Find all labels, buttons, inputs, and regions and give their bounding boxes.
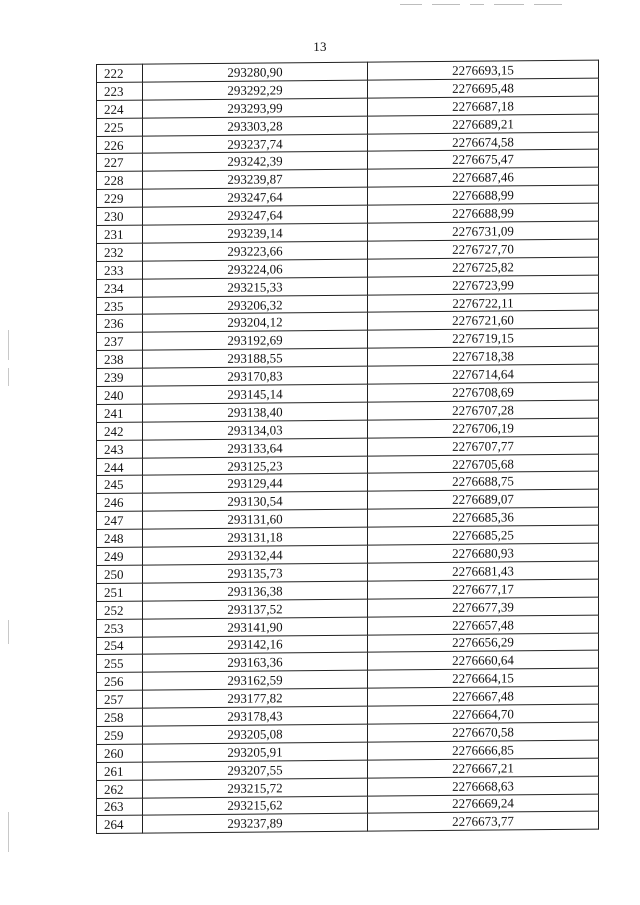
point-number-cell: 250 xyxy=(97,565,143,583)
y-coordinate-cell: 2276668,63 xyxy=(368,776,599,796)
y-coordinate-cell: 2276667,21 xyxy=(368,758,599,778)
point-number-cell: 258 xyxy=(97,708,143,726)
x-coordinate-cell: 293207,55 xyxy=(143,760,368,780)
y-coordinate-cell: 2276688,75 xyxy=(368,472,599,492)
y-coordinate-cell: 2276669,24 xyxy=(368,794,599,814)
y-coordinate-cell: 2276666,85 xyxy=(368,740,599,760)
point-number-cell: 225 xyxy=(97,118,143,136)
point-number-cell: 235 xyxy=(97,297,143,315)
point-number-cell: 256 xyxy=(97,672,143,690)
x-coordinate-cell: 293135,73 xyxy=(143,563,368,583)
y-coordinate-cell: 2276689,07 xyxy=(368,489,599,509)
y-coordinate-cell: 2276677,17 xyxy=(368,579,599,599)
point-number-cell: 254 xyxy=(97,637,143,655)
y-coordinate-cell: 2276695,48 xyxy=(368,78,599,98)
point-number-cell: 238 xyxy=(97,350,143,368)
y-coordinate-cell: 2276722,11 xyxy=(368,293,599,313)
x-coordinate-cell: 293293,99 xyxy=(143,98,368,118)
y-coordinate-cell: 2276688,99 xyxy=(368,203,599,223)
point-number-cell: 241 xyxy=(97,404,143,422)
y-coordinate-cell: 2276719,15 xyxy=(368,328,599,348)
point-number-cell: 231 xyxy=(97,225,143,243)
y-coordinate-cell: 2276708,69 xyxy=(368,382,599,402)
point-number-cell: 249 xyxy=(97,547,143,565)
y-coordinate-cell: 2276706,19 xyxy=(368,418,599,438)
x-coordinate-cell: 293178,43 xyxy=(143,706,368,726)
x-coordinate-cell: 293138,40 xyxy=(143,402,368,422)
point-number-cell: 223 xyxy=(97,82,143,100)
x-coordinate-cell: 293242,39 xyxy=(143,152,368,172)
y-coordinate-cell: 2276725,82 xyxy=(368,257,599,277)
y-coordinate-cell: 2276689,21 xyxy=(368,114,599,134)
point-number-cell: 222 xyxy=(97,64,143,82)
x-coordinate-cell: 293130,54 xyxy=(143,492,368,512)
x-coordinate-cell: 293205,91 xyxy=(143,742,368,762)
x-coordinate-cell: 293136,38 xyxy=(143,581,368,601)
x-coordinate-cell: 293215,62 xyxy=(143,796,368,816)
y-coordinate-cell: 2276664,70 xyxy=(368,704,599,724)
scan-artifact-top xyxy=(534,4,562,5)
x-coordinate-cell: 293170,83 xyxy=(143,366,368,386)
y-coordinate-cell: 2276670,58 xyxy=(368,722,599,742)
x-coordinate-cell: 293205,08 xyxy=(143,724,368,744)
point-number-cell: 259 xyxy=(97,726,143,744)
y-coordinate-cell: 2276673,77 xyxy=(368,812,599,832)
x-coordinate-cell: 293162,59 xyxy=(143,670,368,690)
x-coordinate-cell: 293247,64 xyxy=(143,187,368,207)
y-coordinate-cell: 2276721,60 xyxy=(368,311,599,331)
x-coordinate-cell: 293237,89 xyxy=(143,814,368,834)
x-coordinate-cell: 293129,44 xyxy=(143,474,368,494)
point-number-cell: 245 xyxy=(97,476,143,494)
y-coordinate-cell: 2276680,93 xyxy=(368,543,599,563)
y-coordinate-cell: 2276707,28 xyxy=(368,400,599,420)
x-coordinate-cell: 293177,82 xyxy=(143,688,368,708)
y-coordinate-cell: 2276664,15 xyxy=(368,668,599,688)
point-number-cell: 246 xyxy=(97,493,143,511)
y-coordinate-cell: 2276705,68 xyxy=(368,454,599,474)
point-number-cell: 243 xyxy=(97,440,143,458)
x-coordinate-cell: 293163,36 xyxy=(143,653,368,673)
scan-artifact-margin xyxy=(8,620,9,644)
y-coordinate-cell: 2276675,47 xyxy=(368,150,599,170)
point-number-cell: 255 xyxy=(97,654,143,672)
x-coordinate-cell: 293141,90 xyxy=(143,617,368,637)
point-number-cell: 226 xyxy=(97,136,143,154)
table-row xyxy=(97,812,599,834)
y-coordinate-cell: 2276688,99 xyxy=(368,185,599,205)
point-number-cell: 230 xyxy=(97,207,143,225)
scan-artifact-margin xyxy=(8,812,9,852)
point-number-cell: 242 xyxy=(97,422,143,440)
y-coordinate-cell: 2276731,09 xyxy=(368,221,599,241)
y-coordinate-cell: 2276707,77 xyxy=(368,436,599,456)
y-coordinate-cell: 2276657,48 xyxy=(368,615,599,635)
point-number-cell: 264 xyxy=(97,816,143,834)
point-number-cell: 261 xyxy=(97,762,143,780)
point-number-cell: 228 xyxy=(97,171,143,189)
y-coordinate-cell: 2276693,15 xyxy=(368,60,599,80)
point-number-cell: 247 xyxy=(97,511,143,529)
scan-artifact-top xyxy=(432,4,460,5)
x-coordinate-cell: 293239,14 xyxy=(143,223,368,243)
scan-artifact-margin xyxy=(8,330,9,360)
x-coordinate-cell: 293133,64 xyxy=(143,438,368,458)
y-coordinate-cell: 2276677,39 xyxy=(368,597,599,617)
x-coordinate-cell: 293188,55 xyxy=(143,348,368,368)
y-coordinate-cell: 2276656,29 xyxy=(368,633,599,653)
x-coordinate-cell: 293131,60 xyxy=(143,509,368,529)
x-coordinate-cell: 293215,72 xyxy=(143,778,368,798)
x-coordinate-cell: 293131,18 xyxy=(143,527,368,547)
point-number-cell: 262 xyxy=(97,780,143,798)
point-number-cell: 263 xyxy=(97,798,143,816)
x-coordinate-cell: 293280,90 xyxy=(143,62,368,82)
point-number-cell: 240 xyxy=(97,386,143,404)
point-number-cell: 234 xyxy=(97,279,143,297)
point-number-cell: 237 xyxy=(97,332,143,350)
x-coordinate-cell: 293239,87 xyxy=(143,169,368,189)
y-coordinate-cell: 2276714,64 xyxy=(368,364,599,384)
x-coordinate-cell: 293223,66 xyxy=(143,241,368,261)
x-coordinate-cell: 293132,44 xyxy=(143,545,368,565)
point-number-cell: 239 xyxy=(97,368,143,386)
scan-artifact-top xyxy=(400,4,422,5)
point-number-cell: 224 xyxy=(97,100,143,118)
y-coordinate-cell: 2276660,64 xyxy=(368,651,599,671)
x-coordinate-cell: 293224,06 xyxy=(143,259,368,279)
point-number-cell: 252 xyxy=(97,601,143,619)
x-coordinate-cell: 293247,64 xyxy=(143,205,368,225)
x-coordinate-cell: 293303,28 xyxy=(143,116,368,136)
y-coordinate-cell: 2276667,48 xyxy=(368,686,599,706)
x-coordinate-cell: 293204,12 xyxy=(143,313,368,333)
scan-artifact-margin xyxy=(8,368,9,386)
x-coordinate-cell: 293292,29 xyxy=(143,80,368,100)
y-coordinate-cell: 2276674,58 xyxy=(368,132,599,152)
page-number: 13 xyxy=(313,39,327,54)
scan-artifact-top xyxy=(470,4,484,5)
point-number-cell: 257 xyxy=(97,690,143,708)
scan-artifact-top xyxy=(494,4,524,5)
x-coordinate-cell: 293134,03 xyxy=(143,420,368,440)
point-number-cell: 248 xyxy=(97,529,143,547)
x-coordinate-cell: 293142,16 xyxy=(143,635,368,655)
point-number-cell: 229 xyxy=(97,189,143,207)
y-coordinate-cell: 2276681,43 xyxy=(368,561,599,581)
point-number-cell: 253 xyxy=(97,619,143,637)
y-coordinate-cell: 2276723,99 xyxy=(368,275,599,295)
x-coordinate-cell: 293145,14 xyxy=(143,384,368,404)
point-number-cell: 236 xyxy=(97,315,143,333)
point-number-cell: 233 xyxy=(97,261,143,279)
x-coordinate-cell: 293215,33 xyxy=(143,277,368,297)
y-coordinate-cell: 2276727,70 xyxy=(368,239,599,259)
y-coordinate-cell: 2276685,25 xyxy=(368,525,599,545)
y-coordinate-cell: 2276718,38 xyxy=(368,346,599,366)
point-number-cell: 232 xyxy=(97,243,143,261)
coordinates-table-body xyxy=(97,60,599,834)
coordinates-table xyxy=(96,60,599,835)
x-coordinate-cell: 293237,74 xyxy=(143,134,368,154)
x-coordinate-cell: 293192,69 xyxy=(143,330,368,350)
x-coordinate-cell: 293206,32 xyxy=(143,295,368,315)
x-coordinate-cell: 293137,52 xyxy=(143,599,368,619)
point-number-cell: 251 xyxy=(97,583,143,601)
y-coordinate-cell: 2276685,36 xyxy=(368,507,599,527)
point-number-cell: 227 xyxy=(97,154,143,172)
y-coordinate-cell: 2276687,18 xyxy=(368,96,599,116)
point-number-cell: 260 xyxy=(97,744,143,762)
point-number-cell: 244 xyxy=(97,458,143,476)
x-coordinate-cell: 293125,23 xyxy=(143,456,368,476)
y-coordinate-cell: 2276687,46 xyxy=(368,167,599,187)
